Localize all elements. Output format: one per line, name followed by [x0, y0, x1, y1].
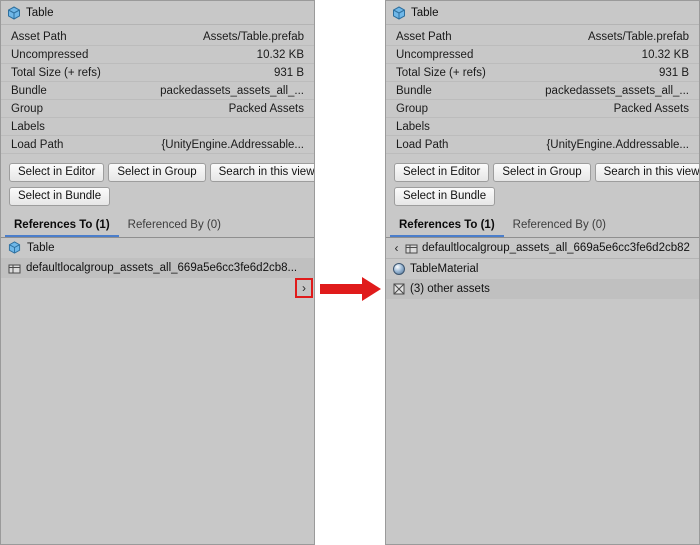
select-in-group-button[interactable]: Select in Group — [108, 163, 205, 182]
info-label: Group — [11, 102, 43, 115]
action-button-row-secondary — [386, 182, 699, 206]
tab-referenced-by[interactable]: Referenced By (0) — [512, 219, 606, 231]
bundle-box-icon — [405, 242, 418, 255]
asset-title: Table — [411, 6, 439, 19]
asset-info-list — [1, 25, 314, 156]
info-label: Total Size (+ refs) — [11, 66, 101, 79]
info-row — [386, 136, 699, 154]
select-in-bundle-button[interactable]: Select in Bundle — [394, 187, 495, 206]
select-in-group-button[interactable]: Select in Group — [493, 163, 590, 182]
prefab-cube-icon — [392, 6, 406, 20]
list-item-label: Table — [27, 242, 55, 254]
tab-references-to[interactable]: References To (1) — [390, 215, 504, 237]
info-value: packedassets_assets_all_... — [545, 84, 689, 97]
list-item[interactable] — [386, 259, 699, 279]
breadcrumb-label: defaultlocalgroup_assets_all_669a5e6cc3fe6d2cb82 — [422, 242, 690, 254]
action-button-row-primary — [386, 156, 699, 182]
inspector-panel-left — [0, 0, 315, 545]
info-label: Bundle — [396, 84, 432, 97]
prefab-cube-icon — [8, 241, 22, 255]
info-row — [1, 118, 314, 136]
info-value: Packed Assets — [228, 102, 304, 115]
tabbar — [386, 215, 699, 238]
material-sphere-icon — [393, 263, 405, 275]
info-label: Labels — [11, 120, 45, 133]
info-row — [386, 100, 699, 118]
info-value: Assets/Table.prefab — [587, 30, 689, 43]
list-row-wrapper — [1, 258, 314, 295]
chevron-left-icon[interactable]: ‹ — [394, 241, 399, 255]
info-row — [386, 28, 699, 46]
list-item-label: TableMaterial — [410, 263, 479, 275]
prefab-cube-icon — [7, 6, 21, 20]
info-value: packedassets_assets_all_... — [160, 84, 304, 97]
asset-info-list — [386, 25, 699, 156]
info-value: 931 B — [658, 66, 689, 79]
asset-title: Table — [26, 6, 54, 19]
info-label: Asset Path — [11, 30, 67, 43]
breadcrumb-back-row[interactable] — [386, 238, 699, 259]
list-item-label: defaultlocalgroup_assets_all_669a5e6cc3fe6d2cb8... — [26, 262, 298, 274]
info-row — [386, 82, 699, 100]
info-row — [1, 136, 314, 154]
info-label: Uncompressed — [396, 48, 474, 61]
info-row — [1, 64, 314, 82]
info-label: Total Size (+ refs) — [396, 66, 486, 79]
asset-header — [1, 1, 314, 25]
info-value: 10.32 KB — [641, 48, 689, 61]
info-row — [386, 64, 699, 82]
drill-in-chevron-button[interactable]: › — [295, 278, 313, 298]
other-assets-icon — [393, 283, 405, 295]
info-row — [1, 100, 314, 118]
info-value: 10.32 KB — [256, 48, 304, 61]
info-label: Uncompressed — [11, 48, 89, 61]
info-label: Group — [396, 102, 428, 115]
info-row — [1, 82, 314, 100]
info-row — [1, 28, 314, 46]
list-item-label: (3) other assets — [410, 283, 490, 295]
annotation-arrow — [320, 276, 382, 302]
list-item[interactable] — [386, 279, 699, 299]
inspector-panel-right — [385, 0, 700, 545]
info-value: Assets/Table.prefab — [202, 30, 304, 43]
info-label: Load Path — [11, 138, 64, 151]
search-in-this-view-button[interactable]: Search in this view — [595, 163, 700, 182]
action-button-row-secondary — [1, 182, 314, 206]
bundle-box-icon — [8, 262, 21, 275]
info-label: Bundle — [11, 84, 47, 97]
info-label: Load Path — [396, 138, 449, 151]
info-label: Labels — [396, 120, 430, 133]
info-value: 931 B — [273, 66, 304, 79]
tab-references-to[interactable]: References To (1) — [5, 215, 119, 237]
tabbar — [1, 215, 314, 238]
action-button-row-primary — [1, 156, 314, 182]
references-list — [1, 238, 314, 545]
info-row — [386, 118, 699, 136]
info-value: {UnityEngine.Addressable... — [546, 138, 689, 151]
info-value: Packed Assets — [613, 102, 689, 115]
select-in-bundle-button[interactable]: Select in Bundle — [9, 187, 110, 206]
references-list — [386, 238, 699, 545]
list-item[interactable] — [1, 238, 314, 258]
select-in-editor-button[interactable]: Select in Editor — [9, 163, 104, 182]
info-row — [386, 46, 699, 64]
tab-referenced-by[interactable]: Referenced By (0) — [127, 219, 221, 231]
info-value: {UnityEngine.Addressable... — [161, 138, 304, 151]
select-in-editor-button[interactable]: Select in Editor — [394, 163, 489, 182]
info-row — [1, 46, 314, 64]
search-in-this-view-button[interactable]: Search in this view — [210, 163, 315, 182]
info-label: Asset Path — [396, 30, 452, 43]
asset-header — [386, 1, 699, 25]
list-item[interactable] — [1, 258, 314, 278]
list-row-wrapper — [1, 238, 314, 258]
